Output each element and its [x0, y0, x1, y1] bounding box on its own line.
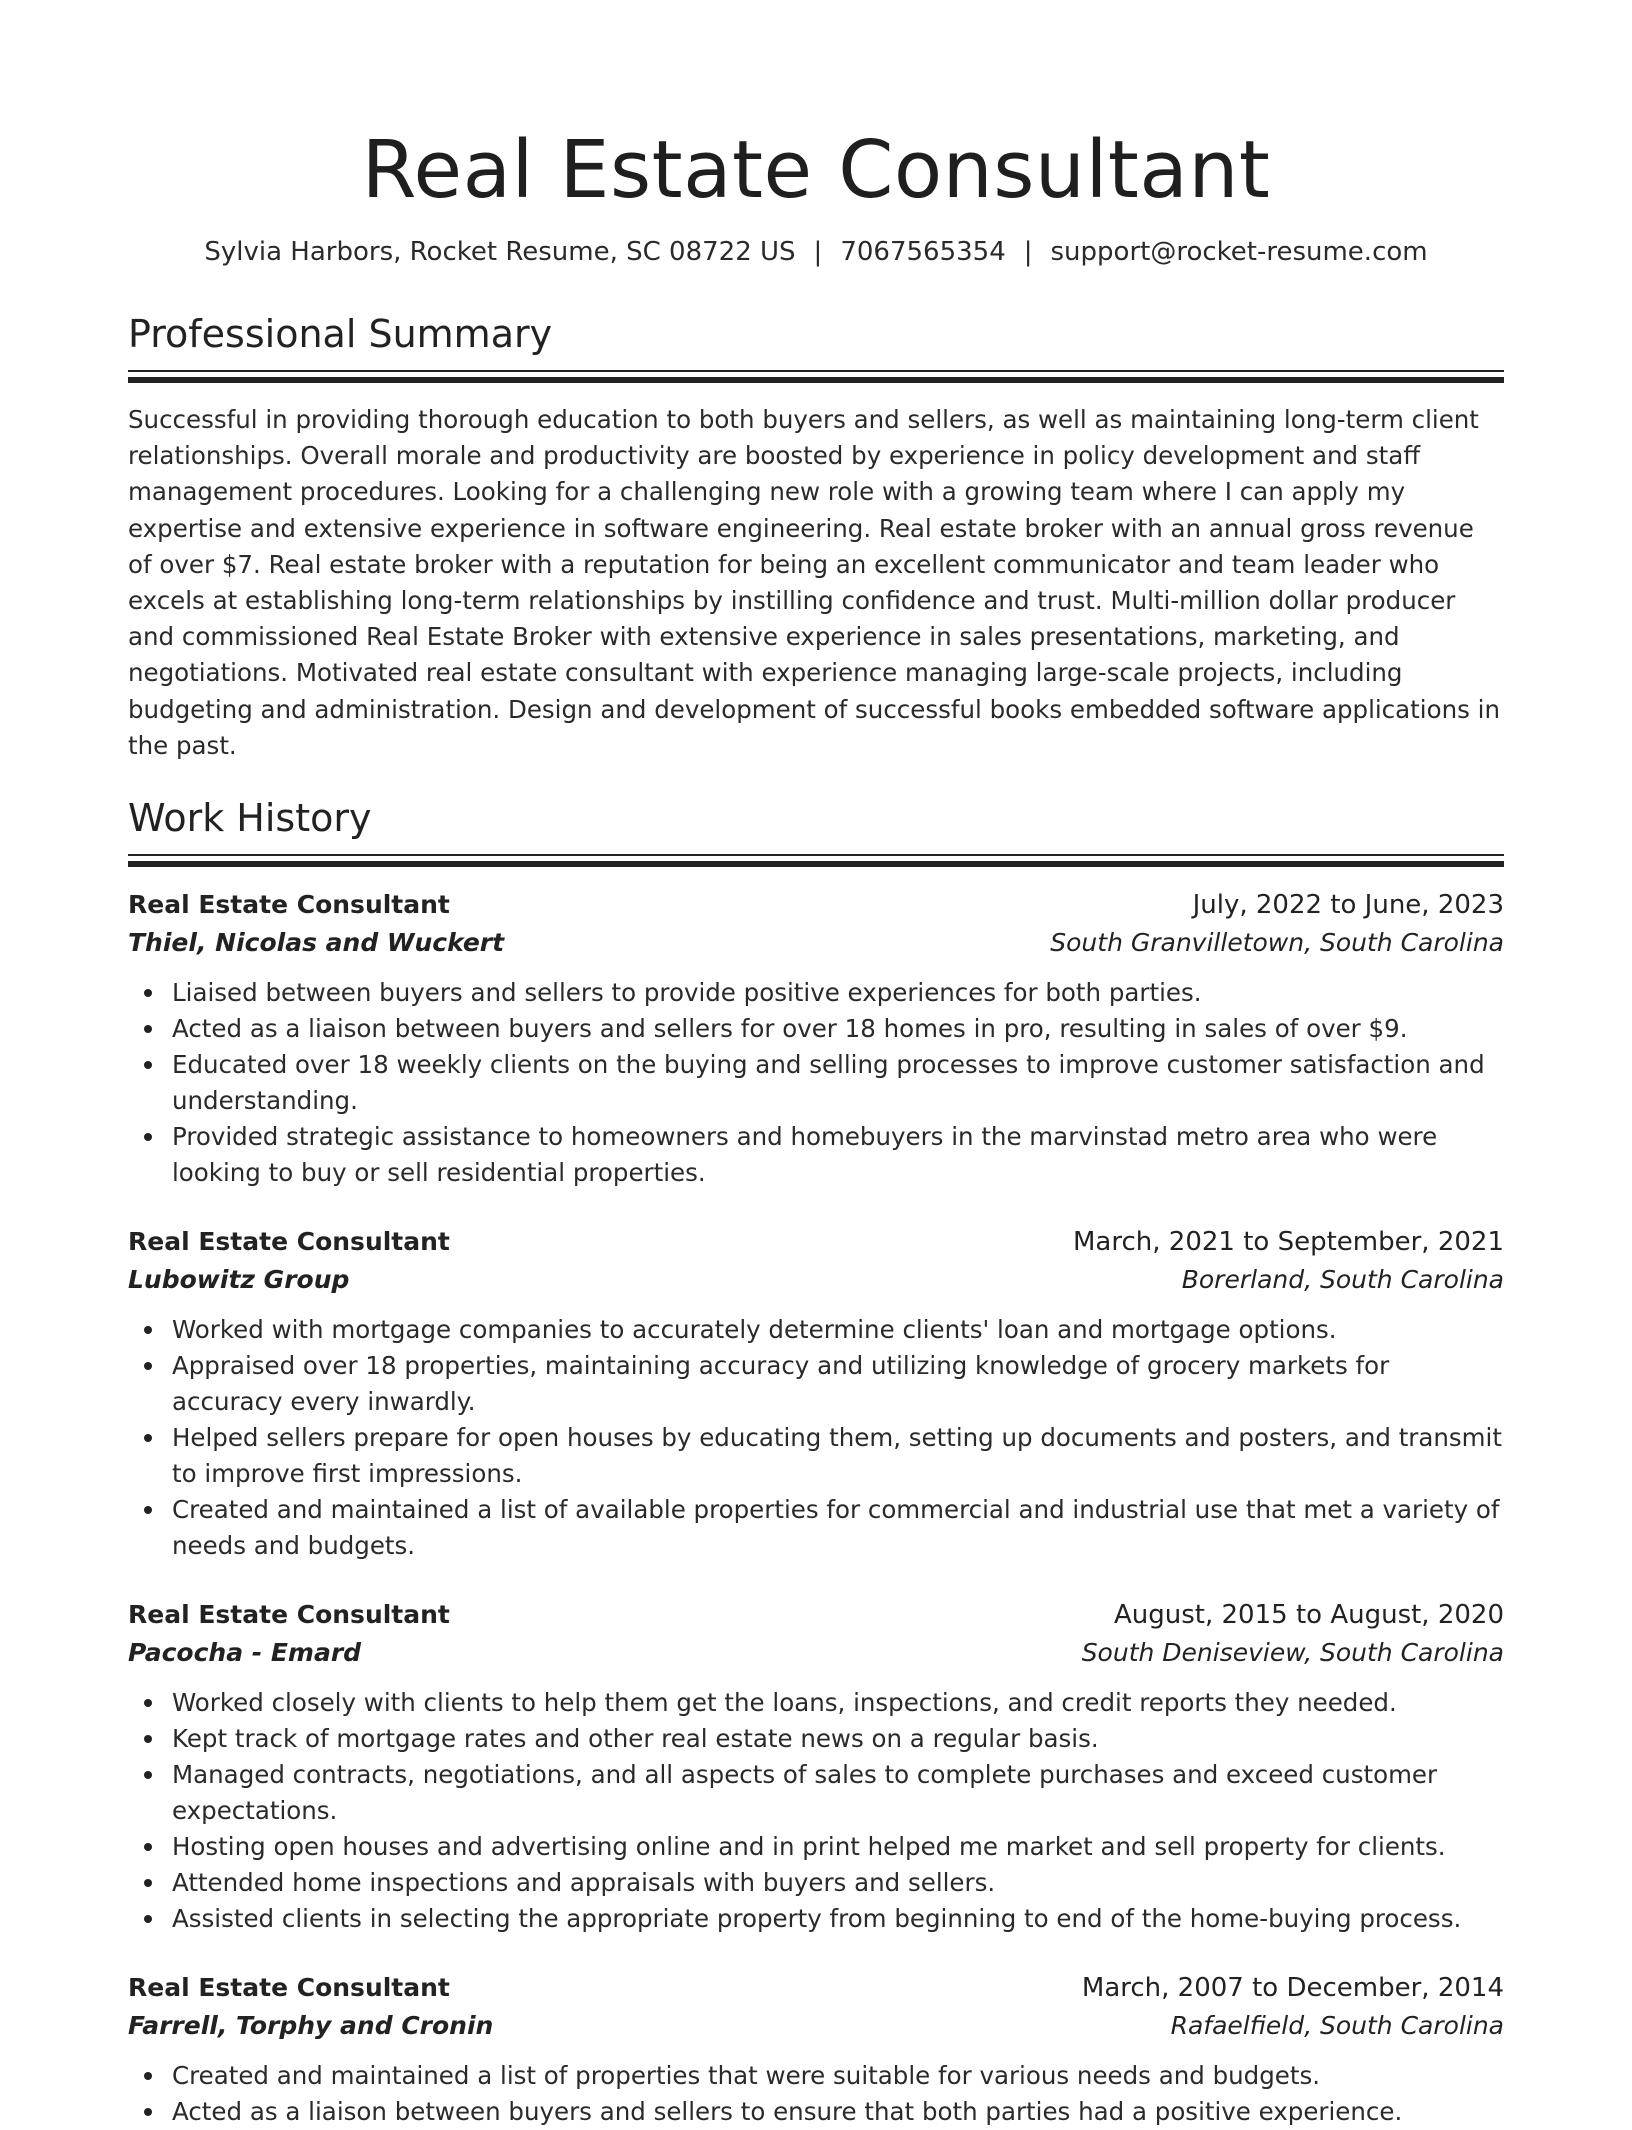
job-bullet	[172, 1757, 1504, 1829]
bullet-dot-icon	[144, 1133, 152, 1141]
job-header-row	[128, 1596, 1504, 1634]
summary-text: Successful in providing thorough education to both buyers and sellers, as well as maintaining long-term client relationships. Overall morale and productivity are boosted by experience in policy development and staff management procedures. Looking for a challenging new role with a growing team where I can apply my expertise and extensive experience in software engineering. Real estate broker with an annual gross revenue of over $7. Real estate broker with a reputation for being an excellent communicator and team leader who excels at establishing long-term relationships by instilling confidence and trust. Multi-million dollar producer and commissioned Real Estate Broker with extensive experience in sales presentations, marketing, and negotiations. Motivated real estate consultant with experience managing large-scale projects, including budgeting and administration. Design and development of successful books embedded software applications in the past.	[128, 405, 1500, 760]
bullet-dot-icon	[144, 1699, 152, 1707]
job-bullet	[172, 1492, 1504, 1564]
job-dates: August, 2015 to August, 2020	[1114, 1600, 1504, 1631]
job-bullet-text: Educated over 18 weekly clients on the buying and selling processes to improve customer satisfaction and understanding.	[172, 1050, 1485, 1116]
contact-separator: |	[1023, 237, 1033, 267]
section-heading-work-history: Work History	[128, 796, 372, 841]
job-bullet	[172, 1348, 1504, 1420]
professional-summary-section	[128, 308, 1504, 764]
job-bullet-text: Created and maintained a list of available properties for commercial and industrial use that met a variety of needs and budgets.	[172, 1495, 1500, 1561]
job-company-row	[128, 924, 1504, 962]
job-title: Real Estate Consultant	[128, 1227, 450, 1257]
job-bullet	[172, 1047, 1504, 1119]
job-entry	[128, 1969, 1504, 2130]
job-header-row	[128, 1969, 1504, 2007]
job-bullet-text: Acted as a liaison between buyers and sellers for over 18 homes in pro, resulting in sales of over $9.	[172, 1014, 1408, 1044]
job-bullet	[172, 1119, 1504, 1191]
bullet-dot-icon	[144, 1735, 152, 1743]
job-bullet-text: Hosting open houses and advertising online and in print helped me market and sell property for clients.	[172, 1832, 1446, 1862]
job-bullet-text: Worked closely with clients to help them get the loans, inspections, and credit reports they needed.	[172, 1688, 1397, 1718]
job-bullet	[172, 1901, 1504, 1937]
section-divider	[128, 854, 1504, 856]
job-company: Farrell, Torphy and Cronin	[128, 2011, 494, 2041]
job-location: Borerland, South Carolina	[1181, 1265, 1504, 1295]
job-bullet-list	[128, 1685, 1504, 1937]
job-bullet	[172, 1685, 1504, 1721]
job-bullet	[172, 1829, 1504, 1865]
bullet-dot-icon	[144, 1915, 152, 1923]
bullet-dot-icon	[144, 1434, 152, 1442]
job-bullet	[172, 2058, 1504, 2094]
job-bullet-text: Provided strategic assistance to homeowners and homebuyers in the marvinstad metro area who were looking to buy or sell residential properties.	[172, 1122, 1438, 1188]
job-bullet-text: Appraised over 18 properties, maintaining accuracy and utilizing knowledge of grocery markets for accuracy every inwardly.	[172, 1351, 1390, 1417]
job-bullet-text: Helped sellers prepare for open houses by educating them, setting up documents and posters, and transmit to improve first impressions.	[172, 1423, 1502, 1489]
job-bullet	[172, 1011, 1504, 1047]
job-title: Real Estate Consultant	[128, 1973, 450, 2003]
bullet-dot-icon	[144, 2108, 152, 2116]
contact-address: Sylvia Harbors, Rocket Resume, SC 08722 US	[204, 237, 796, 267]
contact-email: support@rocket-resume.com	[1050, 237, 1428, 267]
job-bullet-list	[128, 2058, 1504, 2130]
job-company: Pacocha - Emard	[128, 1638, 362, 1668]
bullet-dot-icon	[144, 989, 152, 997]
jobs-list	[128, 886, 1504, 2130]
job-dates: July, 2022 to June, 2023	[1192, 890, 1504, 921]
contact-line	[128, 234, 1504, 270]
bullet-dot-icon	[144, 1025, 152, 1033]
job-location: South Granvilletown, South Carolina	[1050, 928, 1504, 958]
bullet-dot-icon	[144, 1061, 152, 1069]
job-bullet-list	[128, 1312, 1504, 1564]
job-bullet-text: Attended home inspections and appraisals with buyers and sellers.	[172, 1868, 996, 1898]
job-dates: March, 2021 to September, 2021	[1073, 1227, 1504, 1258]
job-location: South Deniseview, South Carolina	[1081, 1638, 1504, 1668]
bullet-dot-icon	[144, 1326, 152, 1334]
job-title: Real Estate Consultant	[128, 890, 450, 920]
bullet-dot-icon	[144, 1843, 152, 1851]
job-company: Thiel, Nicolas and Wuckert	[128, 928, 505, 958]
job-company: Lubowitz Group	[128, 1265, 350, 1295]
job-bullet-list	[128, 975, 1504, 1191]
job-entry	[128, 1596, 1504, 1937]
job-dates: March, 2007 to December, 2014	[1081, 1973, 1504, 2004]
contact-separator: |	[813, 237, 823, 267]
job-location: Rafaelfield, South Carolina	[1170, 2011, 1504, 2041]
job-bullet-text: Liaised between buyers and sellers to provide positive experiences for both parties.	[172, 978, 1202, 1008]
job-company-row	[128, 2007, 1504, 2045]
job-bullet	[172, 1721, 1504, 1757]
bullet-dot-icon	[144, 1506, 152, 1514]
job-bullet-text: Managed contracts, negotiations, and all aspects of sales to complete purchases and exceed customer expectations.	[172, 1760, 1438, 1826]
job-company-row	[128, 1634, 1504, 1672]
contact-phone: 7067565354	[840, 237, 1006, 267]
job-company-row	[128, 1261, 1504, 1299]
job-bullet-text: Kept track of mortgage rates and other real estate news on a regular basis.	[172, 1724, 1099, 1754]
bullet-dot-icon	[144, 1879, 152, 1887]
bullet-dot-icon	[144, 2072, 152, 2080]
section-divider	[128, 370, 1504, 372]
job-header-row	[128, 1223, 1504, 1261]
job-bullet-text: Worked with mortgage companies to accurately determine clients' loan and mortgage options.	[172, 1315, 1337, 1345]
job-bullet	[172, 1420, 1504, 1492]
job-bullet-text: Created and maintained a list of properties that were suitable for various needs and budgets.	[172, 2061, 1320, 2091]
job-header-row	[128, 886, 1504, 924]
job-bullet	[172, 1865, 1504, 1901]
bullet-dot-icon	[144, 1771, 152, 1779]
resume-title: Real Estate Consultant	[361, 124, 1271, 216]
job-bullet	[172, 975, 1504, 1011]
job-bullet-text: Assisted clients in selecting the appropriate property from beginning to end of the home-buying process.	[172, 1904, 1462, 1934]
job-bullet	[172, 1312, 1504, 1348]
bullet-dot-icon	[144, 1362, 152, 1370]
work-history-section	[128, 792, 1504, 2130]
job-bullet-text: Acted as a liaison between buyers and sellers to ensure that both parties had a positive experience.	[172, 2097, 1403, 2127]
job-title: Real Estate Consultant	[128, 1600, 450, 1630]
job-entry	[128, 1223, 1504, 1564]
section-heading-summary: Professional Summary	[128, 312, 553, 356]
job-bullet	[172, 2094, 1504, 2130]
job-entry	[128, 886, 1504, 1191]
